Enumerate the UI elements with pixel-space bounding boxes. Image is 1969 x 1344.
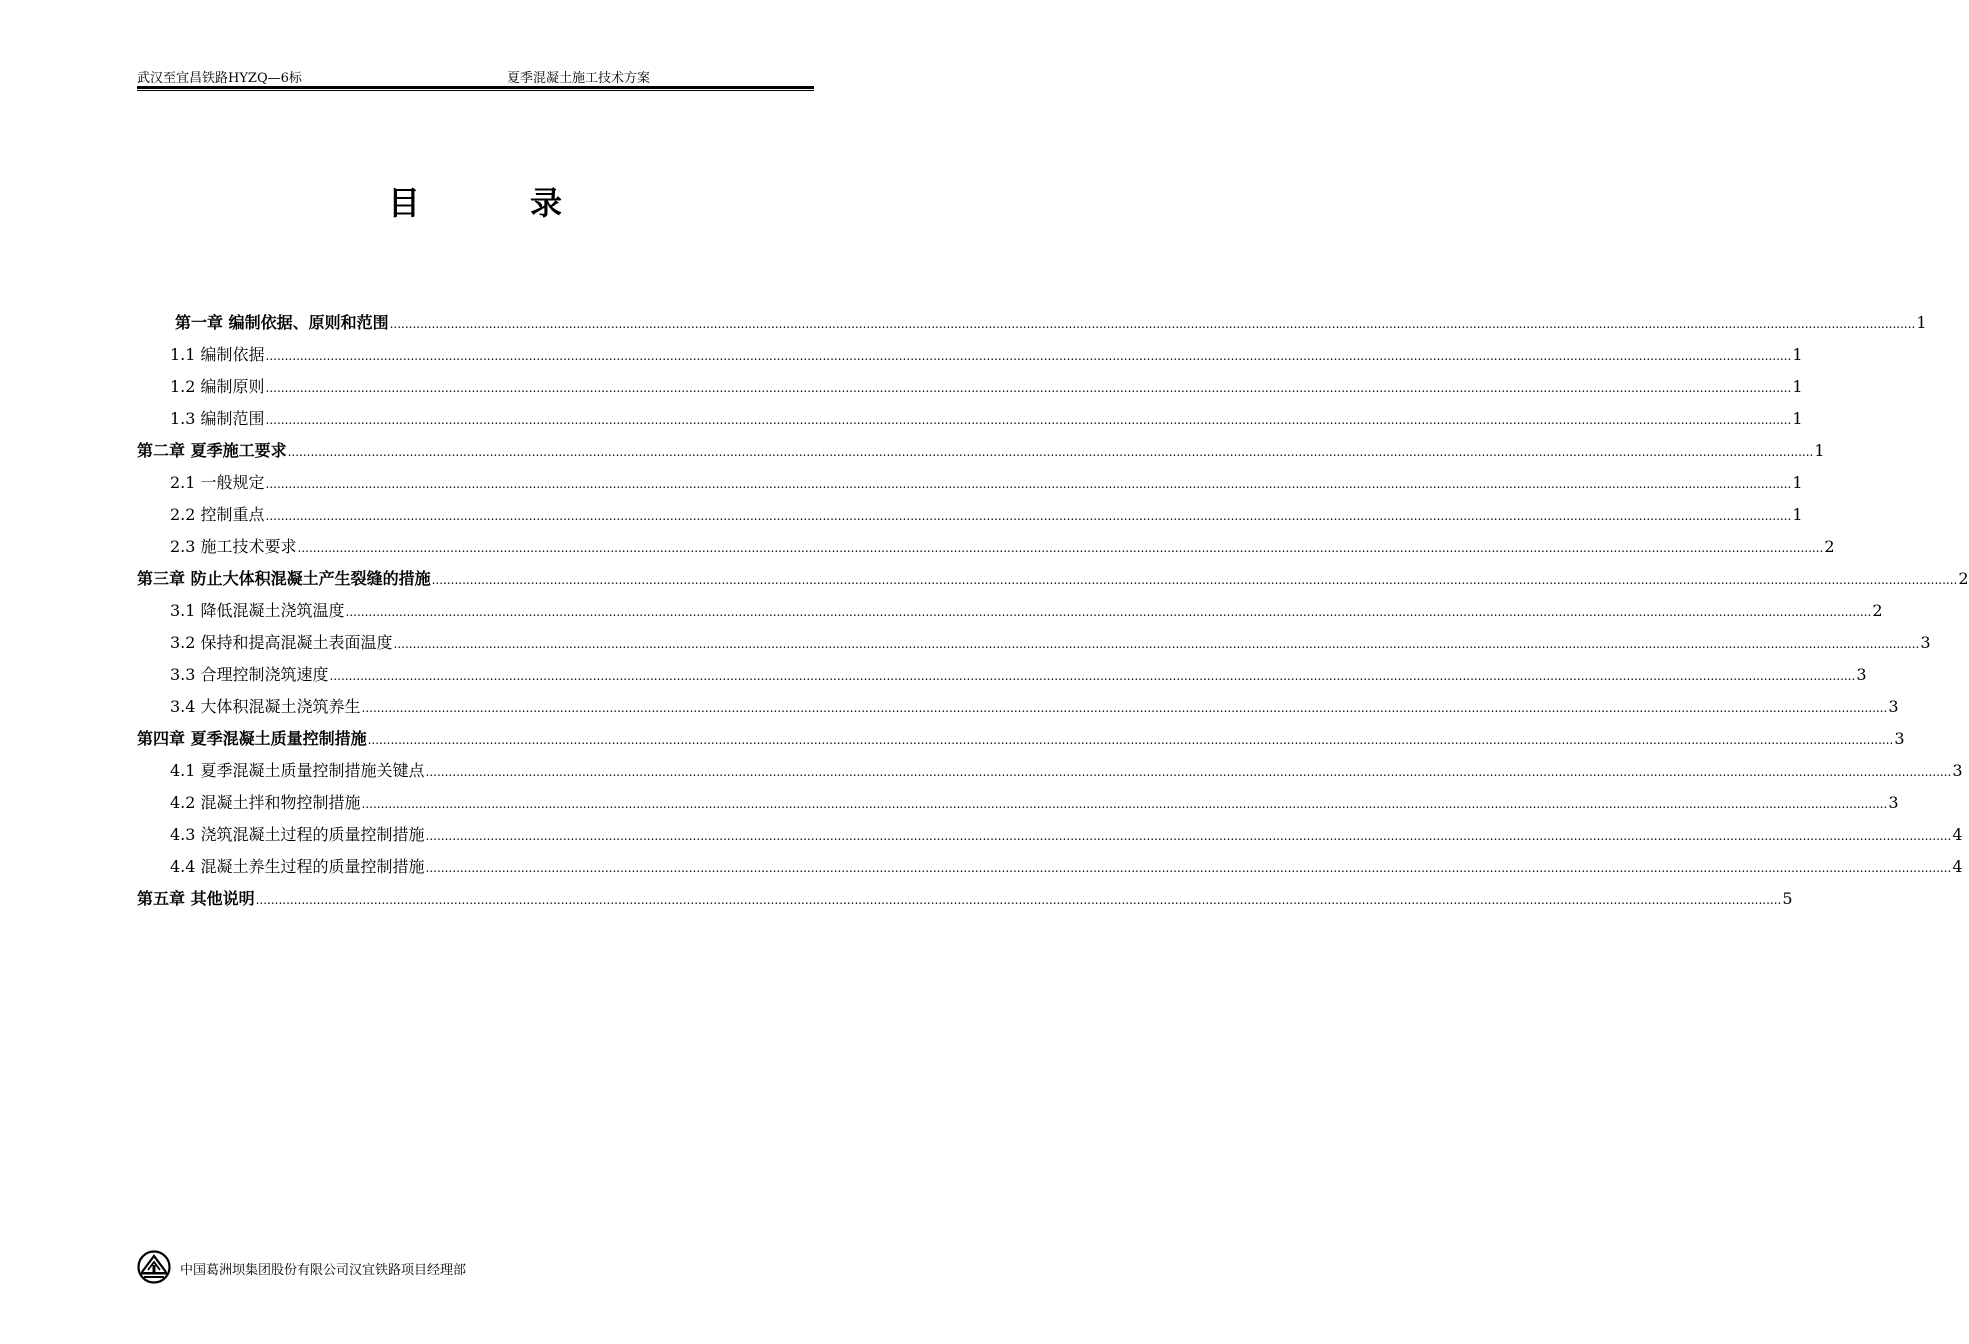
toc-page-number: 3	[1888, 697, 1899, 716]
toc-page-number: 1	[1814, 441, 1825, 460]
toc-chapter-entry[interactable]	[137, 717, 1905, 749]
page-header	[137, 64, 814, 86]
title-char-2: 录	[530, 184, 563, 222]
toc-page-number: 3	[1856, 665, 1867, 684]
toc-page-number: 4	[1952, 825, 1963, 844]
toc-leader-dots: ................................................................................................................................................................................................................................................................................................................................................................................................................	[361, 701, 1888, 715]
toc-leader-dots: ................................................................................................................................................................................................................................................................................................................................................................................................................	[367, 733, 1894, 747]
toc-leader-dots: ................................................................................................................................................................................................................................................................................................................................................................................................................	[265, 413, 1792, 427]
toc-entry-label: 3.2 保持和提高混凝土表面温度	[170, 633, 393, 652]
toc-section-entry[interactable]	[137, 493, 1803, 525]
toc-page-number: 1	[1916, 313, 1927, 332]
toc-entry-label: 4.1 夏季混凝土质量控制措施关键点	[170, 761, 425, 780]
company-logo-icon	[137, 1250, 171, 1284]
page-footer	[137, 1250, 814, 1286]
page-title	[0, 178, 950, 224]
toc-section-entry[interactable]	[137, 749, 1963, 781]
toc-page-number: 1	[1792, 505, 1803, 524]
toc-leader-dots: ................................................................................................................................................................................................................................................................................................................................................................................................................	[393, 637, 1920, 651]
table-of-contents	[137, 301, 1969, 909]
toc-entry-label: 3.4 大体积混凝土浇筑养生	[170, 697, 361, 716]
toc-leader-dots: ................................................................................................................................................................................................................................................................................................................................................................................................................	[265, 349, 1792, 363]
toc-entry-label: 第三章 防止大体积混凝土产生裂缝的措施	[137, 569, 431, 588]
toc-page-number: 1	[1792, 409, 1803, 428]
toc-leader-dots: ................................................................................................................................................................................................................................................................................................................................................................................................................	[287, 445, 1814, 459]
toc-section-entry[interactable]	[137, 397, 1803, 429]
toc-leader-dots: ................................................................................................................................................................................................................................................................................................................................................................................................................	[389, 317, 1916, 331]
toc-entry-label: 2.1 一般规定	[170, 473, 265, 492]
toc-entry-label: 3.1 降低混凝土浇筑温度	[170, 601, 345, 620]
toc-leader-dots: ................................................................................................................................................................................................................................................................................................................................................................................................................	[361, 797, 1888, 811]
toc-chapter-entry[interactable]	[137, 877, 1793, 909]
toc-section-entry[interactable]	[137, 781, 1899, 813]
toc-section-entry[interactable]	[137, 653, 1867, 685]
toc-entry-label: 第一章 编制依据、原则和范围	[175, 313, 389, 332]
toc-section-entry[interactable]	[137, 461, 1803, 493]
toc-page-number: 5	[1782, 889, 1793, 908]
toc-chapter-entry[interactable]	[137, 557, 1969, 589]
toc-section-entry[interactable]	[137, 813, 1963, 845]
toc-page-number: 4	[1952, 857, 1963, 876]
toc-section-entry[interactable]	[137, 621, 1931, 653]
toc-page-number: 2	[1958, 569, 1969, 588]
toc-leader-dots: ................................................................................................................................................................................................................................................................................................................................................................................................................	[265, 509, 1792, 523]
toc-page-number: 1	[1792, 473, 1803, 492]
header-rule-thin	[137, 90, 814, 91]
header-rule-thick	[137, 86, 814, 89]
toc-section-entry[interactable]	[137, 589, 1883, 621]
title-char-1: 目	[387, 184, 420, 222]
toc-chapter-entry[interactable]	[137, 429, 1825, 461]
toc-leader-dots: ................................................................................................................................................................................................................................................................................................................................................................................................................	[297, 541, 1824, 555]
toc-leader-dots: ................................................................................................................................................................................................................................................................................................................................................................................................................	[425, 829, 1952, 843]
toc-leader-dots: ................................................................................................................................................................................................................................................................................................................................................................................................................	[431, 573, 1958, 587]
toc-page-number: 2	[1872, 601, 1883, 620]
toc-page-number: 3	[1920, 633, 1931, 652]
toc-leader-dots: ................................................................................................................................................................................................................................................................................................................................................................................................................	[425, 765, 1952, 779]
toc-leader-dots: ................................................................................................................................................................................................................................................................................................................................................................................................................	[345, 605, 1872, 619]
toc-leader-dots: ................................................................................................................................................................................................................................................................................................................................................................................................................	[265, 477, 1792, 491]
toc-section-entry[interactable]	[137, 333, 1803, 365]
footer-company-name: 中国葛洲坝集团股份有限公司汉宜铁路项目经理部	[180, 1263, 467, 1278]
toc-page-number: 3	[1894, 729, 1905, 748]
toc-entry-label: 第五章 其他说明	[137, 889, 255, 908]
toc-section-entry[interactable]	[137, 365, 1803, 397]
toc-entry-label: 1.3 编制范围	[170, 409, 265, 428]
toc-entry-label: 4.4 混凝土养生过程的质量控制措施	[170, 857, 425, 876]
header-document-title: 夏季混凝土施工技术方案	[507, 71, 651, 86]
toc-page-number: 1	[1792, 345, 1803, 364]
toc-page-number: 2	[1824, 537, 1835, 556]
toc-section-entry[interactable]	[137, 525, 1835, 557]
toc-entry-label: 2.2 控制重点	[170, 505, 265, 524]
toc-entry-label: 2.3 施工技术要求	[170, 537, 297, 556]
toc-section-entry[interactable]	[137, 685, 1899, 717]
header-project-name: 武汉至宜昌铁路HYZQ—6标	[137, 71, 302, 86]
toc-leader-dots: ................................................................................................................................................................................................................................................................................................................................................................................................................	[329, 669, 1856, 683]
toc-page-number: 1	[1792, 377, 1803, 396]
toc-page-number: 3	[1888, 793, 1899, 812]
toc-entry-label: 4.2 混凝土拌和物控制措施	[170, 793, 361, 812]
toc-chapter-entry[interactable]	[137, 301, 1927, 333]
toc-leader-dots: ................................................................................................................................................................................................................................................................................................................................................................................................................	[425, 861, 1952, 875]
toc-section-entry[interactable]	[137, 845, 1963, 877]
toc-entry-label: 1.2 编制原则	[170, 377, 265, 396]
toc-entry-label: 第二章 夏季施工要求	[137, 441, 287, 460]
toc-entry-label: 1.1 编制依据	[170, 345, 265, 364]
toc-leader-dots: ................................................................................................................................................................................................................................................................................................................................................................................................................	[265, 381, 1792, 395]
toc-page-number: 3	[1952, 761, 1963, 780]
toc-leader-dots: ................................................................................................................................................................................................................................................................................................................................................................................................................	[255, 893, 1782, 907]
toc-entry-label: 4.3 浇筑混凝土过程的质量控制措施	[170, 825, 425, 844]
toc-entry-label: 第四章 夏季混凝土质量控制措施	[137, 729, 367, 748]
toc-entry-label: 3.3 合理控制浇筑速度	[170, 665, 329, 684]
